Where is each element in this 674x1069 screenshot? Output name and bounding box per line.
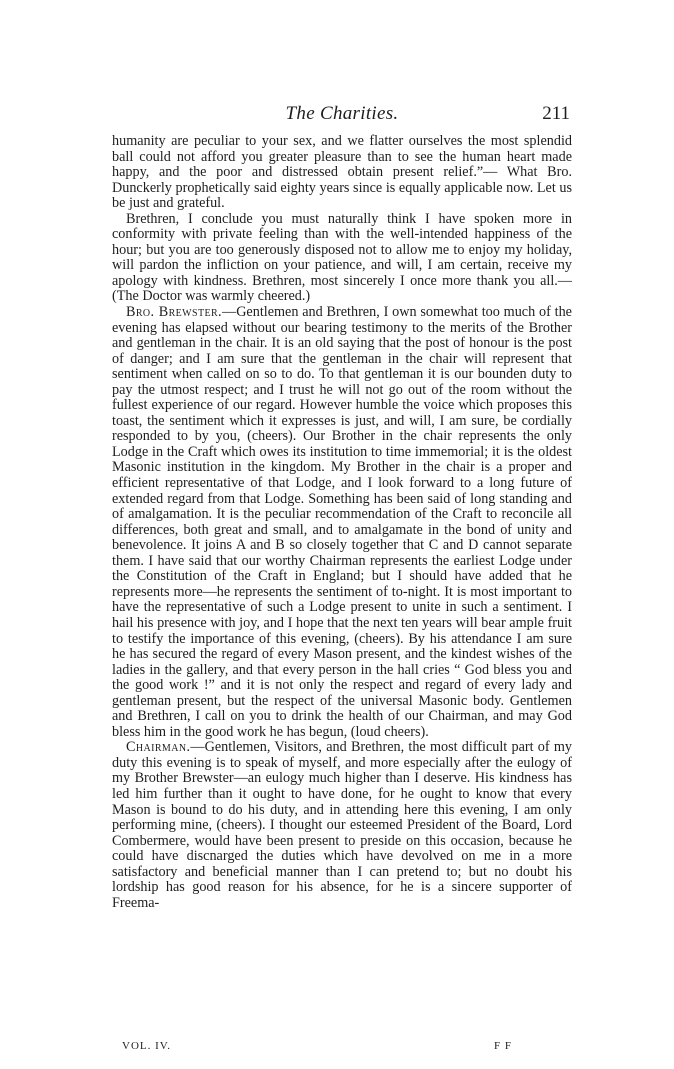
- body-text: [112, 134, 572, 911]
- paragraph-brewster-speech: [112, 305, 572, 740]
- paragraph-brethren-conclude: Brethren, I conclude you must naturally think I have spoken more in conformity with private feeling than with the well-intended happiness of the hour; but you are too generously disposed not to allow me to enjoy my holiday, will pardon the infliction on your patience, and will, I am certain, receive my apology with kindness. Brethren, most sincerely I once more thank you all.—(The Doctor was warmly cheered.): [112, 210, 572, 305]
- page-footer: [112, 1040, 572, 1056]
- speech-text: —Gentlemen and Brethren, I own somewhat too much of the evening has elapsed without our bearing testimony to the merits of the Brother and gentleman in the chair. It is an old saying that the post of honour is the post of danger; and I am sure that the gentleman in the chair will represent that sentiment when called on so to do. To that gentleman it is our bounden duty to pay the utmost respect; and I trust he will not go out of the room without the fullest experience of our regard. However humble the voice which proposes this toast, the sentiment which it expresses is just, and will, I am sure, be cordially responded to by you, (cheers). Our Brother in the chair represents the only Lodge in the Craft which owes its institution to time immemorial; it is the oldest Masonic institution in the kingdom. My Brother in the chair is a proper and efficient representative of that Lodge, and I look forward to a long future of extended regard from that Lodge. Something has been said of long standing and of amalgamation. It is the peculiar recommendation of the Craft to reconcile all differences, both great and small, and to amalgamate in the bond of unity and benevolence. It joins A and B so closely together that C and D cannot separate them. I have said that our worthy Chairman represents the earliest Lodge under the Constitution of the Craft in England; but I should have added that he represents more—he represents the sentiment of to-night. It is most important to have the representative of such a Lodge present to unite in such a sentiment. I hail his presence with joy, and I hope that the next ten years will bear ample fruit to testify the importance of this evening, (cheers). By his attendance I am sure he has secured the regard of every Mason present, and the kindest wishes of the ladies in the gallery, and that every person in the hall cries “ God bless you and the good work !” and it is not only the respect and regard of every lady and gentleman present, but the respect of the universal Masonic body. Gentlemen and Brethren, I call on you to drink the health of our Chairman, and may God bless him in the good work he has begun, (loud cheers).: [112, 304, 572, 740]
- speaker-name: Bro. Brewster.: [126, 304, 222, 321]
- running-title: The Charities.: [285, 103, 399, 124]
- page-number: 211: [542, 103, 570, 124]
- paragraph-chairman-speech: [112, 740, 572, 911]
- speech-text: —Gentlemen, Visitors, and Brethren, the most difficult part of my duty this evening is to speak of myself, and more especially after the eulogy of my Brother Brewster—an eulogy much higher than I deserve. His kindness has led him further than it ought to have done, for he ought to know that every Mason is bound to do his duty, and in attending here this evening, I am only performing mine, (cheers). I thought our esteemed President of the Board, Lord Combermere, would have been present to preside on this occasion, because he could have discnarged the duties which have devolved on me in a more satisfactory and beneficial manner than I can pretend to; but no doubt his lordship has good reason for his absence, for he is a sincere supporter of Freema-: [112, 739, 572, 911]
- volume-signature: VOL. IV.: [122, 1040, 172, 1052]
- page-header: [112, 103, 572, 127]
- paragraph-toast-closing: humanity are peculiar to your sex, and we flatter ourselves the most splendid ball could not afford you greater pleasure than to see the human heart made happy, and the poor and distressed obtain present relief.”— What Bro. Dunckerly prophetically said eighty years since is equally applicable now. Let us be just and grateful.: [112, 133, 572, 212]
- speaker-name: Chairman.: [126, 739, 191, 756]
- sheet-mark: F F: [494, 1040, 512, 1052]
